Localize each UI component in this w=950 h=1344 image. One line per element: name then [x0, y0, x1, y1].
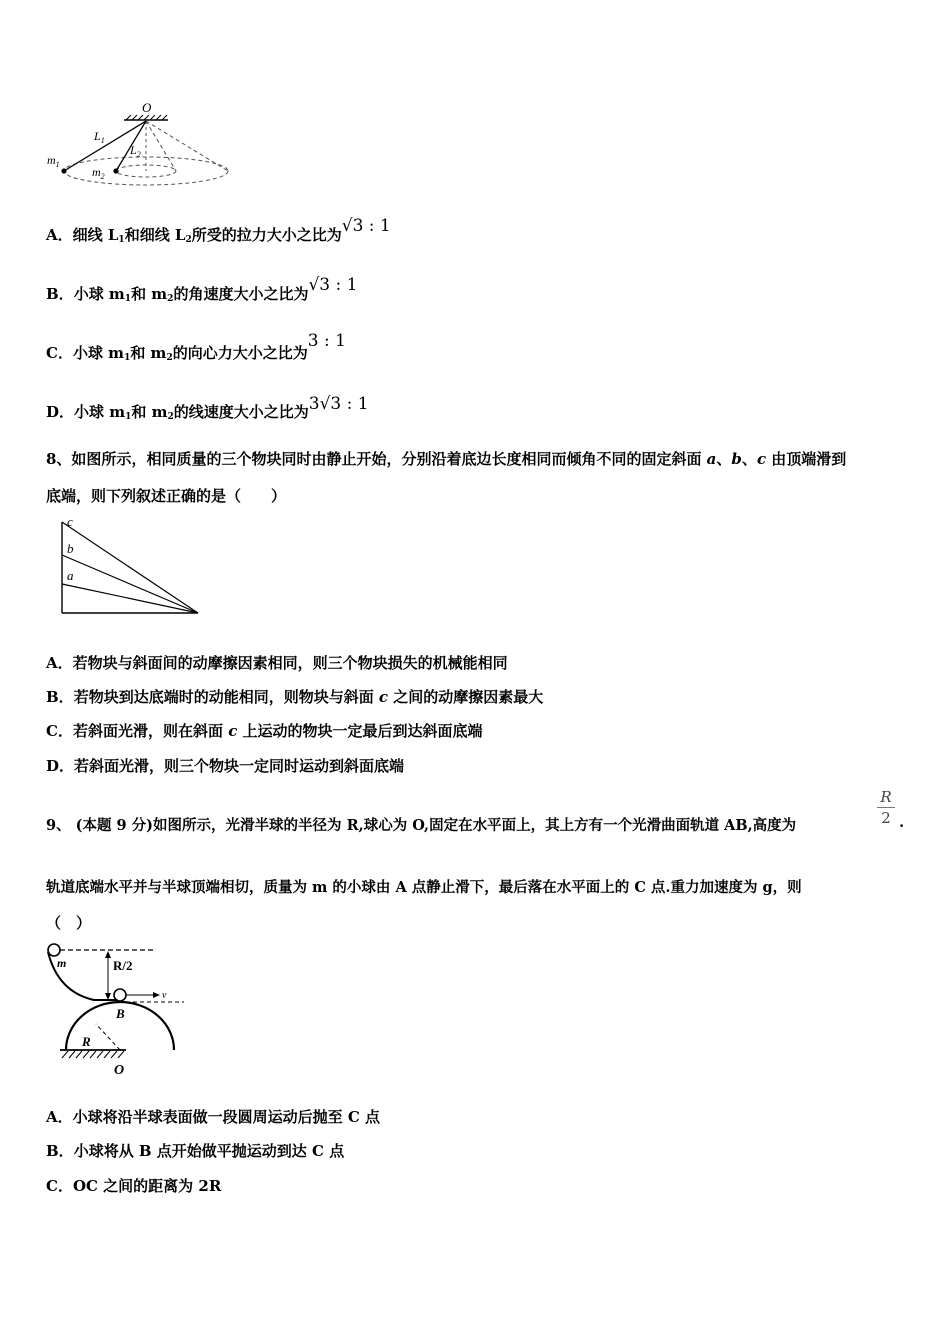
incline-b	[62, 555, 198, 613]
label-B: B	[116, 1006, 125, 1021]
label-m: m	[57, 956, 67, 970]
q9-option-c[interactable]: C．OC 之间的距离为 2R	[46, 1177, 222, 1195]
q8-option-d[interactable]: D．若斜面光滑，则三个物块一定同时运动到斜面底端	[46, 757, 405, 775]
label-O: O	[142, 100, 152, 115]
q9-height-fraction: R 2	[877, 788, 895, 827]
q8-option-b[interactable]: B．若物块到达底端时的动能相同，则物块与斜面 c 之间的动摩擦因素最大	[46, 688, 544, 706]
label-R-half: R/2	[113, 958, 133, 973]
label-L2: L	[130, 143, 137, 157]
q7-b-ratio: √3 : 1	[308, 275, 358, 295]
q7-option-c[interactable]: C．小球 $m_1$和 $m_2$的向心力大小之比为3 : 1	[46, 331, 346, 363]
label-L1: L	[94, 129, 101, 143]
q9-stem-period: .	[899, 813, 905, 831]
label-b: b	[67, 541, 74, 556]
q7-c-ratio: 3 : 1	[307, 331, 346, 351]
svg-text:L2: $L_2$	[130, 143, 141, 159]
q7-d-ratio: 3√3 : 1	[308, 394, 369, 414]
q8-option-a[interactable]: A．若物块与斜面间的动摩擦因素相同，则三个物块损失的机械能相同	[46, 654, 508, 672]
incline-a	[62, 584, 198, 613]
q7-option-a[interactable]: A．细线 $L_1$和细线 $L_2$所受的拉力大小之比为√3 : 1	[46, 216, 391, 245]
q9-stem-line3: （ ）	[46, 914, 92, 932]
label-a: a	[67, 568, 74, 583]
inclines-figure	[56, 514, 206, 618]
q9-stem-line1: 9、 (本题 9 分)如图所示，光滑半球的半径为 R,球心为 O,固定在水平面上，其上方有一个光滑曲面轨道 AB,高度为	[46, 817, 797, 834]
ball-m1	[61, 168, 66, 173]
q7-a-ratio: √3 : 1	[341, 216, 391, 236]
q9-option-a[interactable]: A．小球将沿半球表面做一段圆周运动后抛至 C 点	[46, 1108, 381, 1126]
q8-stem-line2: 底端，则下列叙述正确的是（ ）	[46, 487, 287, 505]
q7-option-d[interactable]: D．小球 $m_1$和 $m_2$的线速度大小之比为3√3 : 1	[46, 394, 369, 422]
svg-text:L1: $L_1$	[94, 129, 105, 145]
ball-A	[48, 944, 60, 956]
q8-stem-line1: 8、如图所示，相同质量的三个物块同时由静止开始，分别沿着底边长度相同而倾角不同的固定斜面 a、b、c 由顶端滑到	[46, 450, 847, 468]
q9-stem-line2: 轨道底端水平并与半球顶端相切，质量为 m 的小球由 A 点静止滑下，最后落在水平面上的 C 点.重力加速度为 g，则	[46, 879, 802, 896]
svg-text:m1: $m_1$	[47, 153, 60, 169]
hemisphere-track-figure	[44, 940, 188, 1080]
conical-pendulum-figure	[44, 98, 234, 194]
q8-option-c[interactable]: C．若斜面光滑，则在斜面 c 上运动的物块一定最后到达斜面底端	[46, 722, 483, 740]
label-O: O	[114, 1063, 125, 1078]
label-c: c	[67, 514, 73, 529]
label-v: v	[162, 990, 167, 1001]
ball-B	[114, 989, 126, 1001]
q7-option-b[interactable]: B．小球 $m_1$和 $m_2$的角速度大小之比为√3 : 1	[46, 275, 358, 304]
label-m1: m	[47, 153, 56, 167]
incline-c	[62, 522, 198, 613]
q9-option-b[interactable]: B．小球将从 B 点开始做平抛运动到达 C 点	[46, 1142, 345, 1160]
svg-text:m2: $m_2$	[92, 165, 105, 181]
label-R: R	[82, 1034, 91, 1049]
label-m2: m	[92, 165, 101, 179]
ball-m2	[113, 168, 118, 173]
